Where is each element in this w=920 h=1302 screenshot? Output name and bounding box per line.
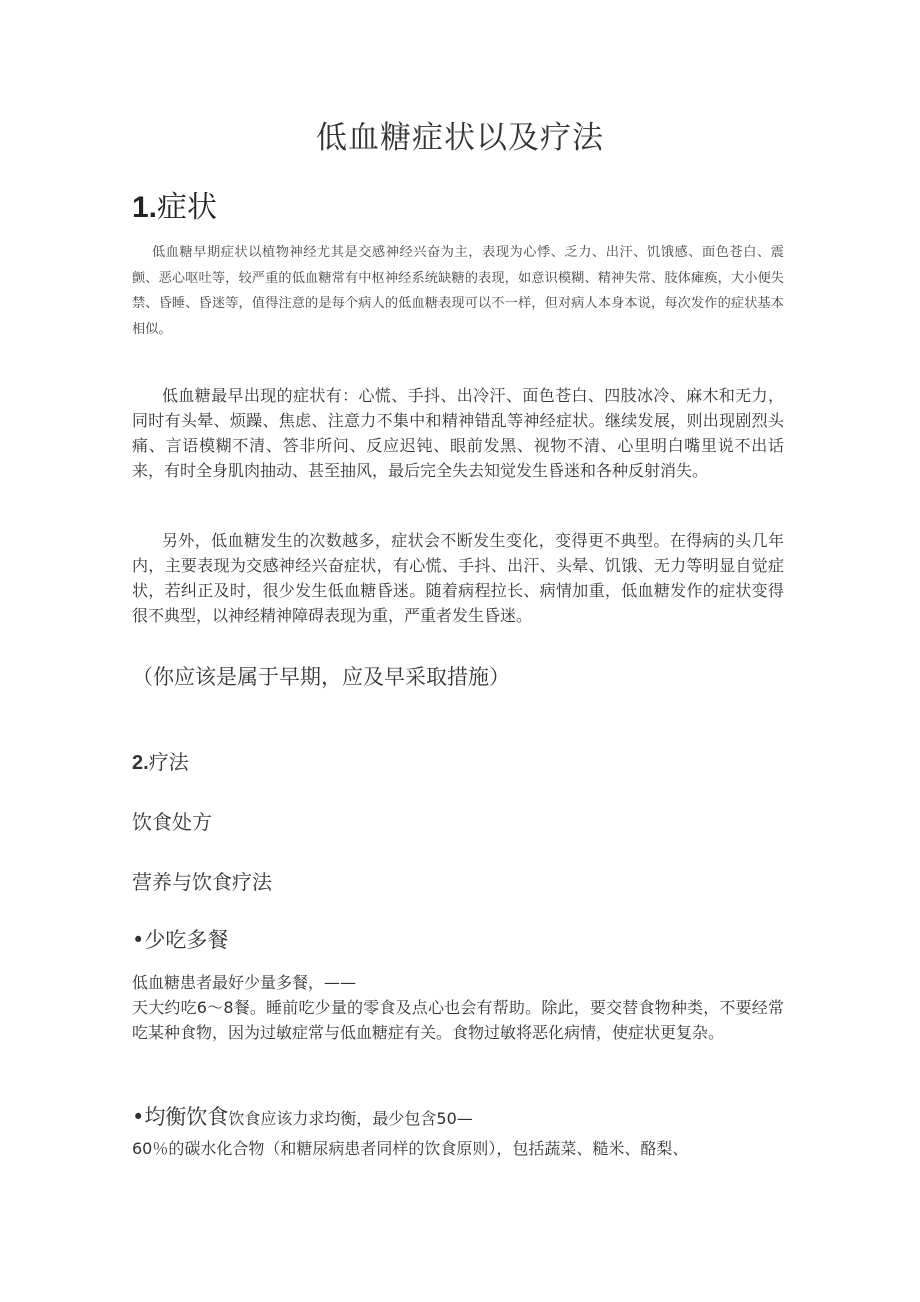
paragraph-early-symptoms: 低血糖早期症状以植物神经尤其是交感神经兴奋为主，表现为心悸、乏力、出汗、饥饿感、面色苍白、震颤、恶心呕吐等，较严重的低血糖常有中枢神经系统缺糖的表现，如意识模糊、精神失常、肢体瘫痪，大小便失禁、昏睡、昏迷等，值得注意的是每个病人的低血糖表现可以不一样，但对病人本身本说，每次发作的症状基本相似。 xyxy=(132,245,784,337)
paragraph-line: 低血糖患者最好少量多餐，—— xyxy=(132,973,357,992)
paragraph-recurrence: 另外，低血糖发生的次数越多，症状会不断发生变化，变得更不典型。在得病的头几年内，主要表现为交感神经兴奋症状，有心慌、手抖、出汗、头晕、饥饿、无力等明显自觉症状，若纠正及时，很少发生低血糖昏迷。随着病程拉长、病情加重，低血糖发作的症状变得很不典型，以神经精神障碍表现为重，严重者发生昏迷。 xyxy=(132,531,784,625)
bullet-title: •均衡饮食 xyxy=(132,1105,229,1129)
bullet-balanced-diet xyxy=(132,1101,473,1131)
section-number: 1. xyxy=(132,191,158,224)
subheading-diet-prescription: 饮食处方 xyxy=(132,810,212,834)
paragraph-small-meals xyxy=(132,970,784,1045)
section-number: 2. xyxy=(132,752,149,774)
section-label: 症状 xyxy=(157,190,218,225)
paragraph-first-symptoms: 低血糖最早出现的症状有：心慌、手抖、出冷汗、面色苍白、四肢冰冷、麻木和无力，同时有头晕、烦躁、焦虑、注意力不集中和精神错乱等神经症状。继续发展，则出现剧烈头痛、言语模糊不清、答非所问、反应迟钝、眼前发黑、视物不清、心里明白嘴里说不出话来，有时全身肌肉抽动、甚至抽风，最后完全失去知觉发生昏迷和各种反射消失。 xyxy=(132,386,784,480)
subheading-nutrition-therapy: 营养与饮食疗法 xyxy=(132,870,272,894)
section-heading-therapy xyxy=(132,746,189,775)
section-heading-symptoms xyxy=(132,182,217,226)
document-title: 低血糖症状以及疗法 xyxy=(316,120,604,156)
section-label: 疗法 xyxy=(148,750,189,774)
paragraph-text: 天大约吃6～8餐。睡前吃少量的零食及点心也会有帮助。除此，要交替食物种类，不要经常吃某种食物，因为过敏症常与低血糖症有关。食物过敏将恶化病情，使症状更复杂。 xyxy=(132,998,784,1042)
advice-note: （你应该是属于早期，应及早采取措施） xyxy=(132,665,510,689)
paragraph-balanced-diet: 60％的碳水化合物（和糖尿病患者同样的饮食原则），包括蔬菜、糙米、酪梨、 xyxy=(132,1139,689,1158)
bullet-inline-text: 饮食应该力求均衡，最少包含50— xyxy=(228,1109,473,1128)
bullet-small-meals: •少吃多餐 xyxy=(132,928,229,952)
